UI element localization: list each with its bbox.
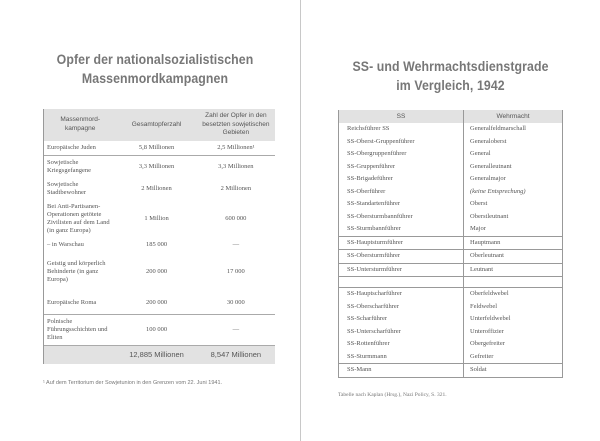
campaign-cell: – in Warschau — [44, 238, 117, 252]
grand-total-cell: 12,885 Millionen — [116, 345, 196, 364]
wehrmacht-rank: Oberleutnant — [464, 250, 563, 264]
total-cell: 200 000 — [145, 298, 168, 306]
table-row — [339, 326, 563, 339]
source-note: Tabelle nach Kaplan (Hrsg.), Nazi Policy, S. 321. — [338, 392, 447, 398]
ss-rank: SS-Sturmbannführer — [339, 223, 464, 236]
wehrmacht-rank: Gefreiter — [470, 352, 494, 360]
soviet-cell: — — [232, 240, 240, 248]
ss-rank: SS-Oberführer — [339, 186, 464, 199]
header-campaign: Massenmord-kampagne — [44, 109, 117, 141]
title-line-2: Massenmordkampagnen — [81, 70, 229, 86]
table-row — [44, 178, 276, 200]
wehrmacht-rank: Leutnant — [464, 263, 563, 277]
table-row — [44, 292, 276, 315]
table-row — [339, 123, 563, 136]
campaign-cell: Europäische Roma — [44, 292, 117, 315]
wehrmacht-rank: Generalfeldmarschall — [470, 125, 526, 132]
campaign-cell: Sowjetische Kriegsgefangene — [44, 155, 117, 178]
soviet-cell: 2,5 Millionen¹ — [217, 143, 255, 151]
ss-rank: SS-Oberscharführer — [339, 301, 464, 314]
total-cell: 1 Million — [144, 214, 169, 222]
right-page — [301, 0, 600, 441]
table-row — [339, 364, 563, 378]
table-row — [339, 263, 563, 277]
table-row — [339, 173, 563, 186]
ss-rank: Reichsführer SS — [339, 123, 464, 136]
campaign-cell: Geistig und körperlich Behinderte (in ganz Europa) — [44, 252, 117, 292]
header-soviet: Zahl der Opfer in den besetzten sowjetischen Gebieten — [197, 109, 275, 141]
soviet-cell: 17 000 — [226, 267, 245, 275]
table-row — [339, 211, 563, 224]
table-row — [339, 161, 563, 174]
table-row — [44, 200, 276, 238]
campaign-cell: Sowjetische Stadtbewohner — [44, 178, 117, 200]
total-label-cell — [44, 345, 117, 364]
title-line-1: Opfer der nationalsozialistischen — [56, 51, 254, 67]
soviet-cell: 3,3 Millionen — [197, 155, 275, 178]
ss-rank: SS-Gruppenführer — [339, 161, 464, 174]
ss-rank: SS-Obersturmführer — [339, 250, 464, 264]
header-wehrmacht: Wehrmacht — [464, 110, 563, 123]
wehrmacht-rank: Unterfeldwebel — [470, 315, 511, 322]
ss-rank: SS-Untersturmführer — [339, 263, 464, 277]
table-row — [339, 223, 563, 236]
table-row — [339, 288, 563, 301]
soviet-cell: 600 000 — [225, 214, 247, 222]
title-line-1: SS- und Wehrmachtsdienstgrade — [352, 58, 549, 74]
ss-rank: SS-Hauptscharführer — [339, 288, 464, 301]
wehrmacht-rank: Generalmajor — [470, 175, 506, 182]
table-row — [44, 252, 276, 292]
wehrmacht-rank: Oberst — [470, 200, 488, 207]
campaign-cell: Bei Anti-Partisanen-Operationen getötete Zivilisten auf dem Land (in ganz Europa) — [44, 200, 117, 238]
wehrmacht-rank: Feldwebel — [470, 302, 498, 310]
table-row — [339, 148, 563, 161]
ss-rank: SS-Brigadeführer — [339, 173, 464, 186]
ranks-table — [338, 110, 563, 378]
table-row — [339, 236, 563, 250]
table-row — [44, 238, 276, 252]
table-row — [44, 141, 276, 156]
table-row — [339, 198, 563, 211]
soviet-cell: 30 000 — [226, 298, 245, 306]
table-header-row — [44, 109, 276, 141]
wehrmacht-rank: Oberfeldwebel — [464, 288, 563, 301]
total-cell: 2 Millionen — [141, 184, 172, 192]
wehrmacht-rank: Hauptmann — [464, 236, 563, 250]
ss-rank: SS-Unterscharführer — [339, 326, 464, 339]
table-row — [44, 314, 276, 345]
title-line-2: im Vergleich, 1942 — [396, 77, 505, 93]
left-page-title — [36, 50, 274, 88]
ss-rank: SS-Hauptsturmführer — [339, 236, 464, 250]
wehrmacht-rank: Generalleutnant — [470, 162, 512, 170]
total-row — [44, 345, 276, 364]
wehrmacht-rank: Soldat — [464, 364, 563, 378]
soviet-cell: 2 Millionen — [220, 184, 252, 192]
table-row — [339, 313, 563, 326]
wehrmacht-rank — [464, 277, 563, 288]
ss-rank: SS-Sturmmann — [339, 351, 464, 364]
table-row — [339, 351, 563, 364]
footnote: ¹ Auf dem Territorium der Sowjetunion in den Grenzen vom 22. Juni 1941. — [43, 380, 223, 386]
table-row — [339, 338, 563, 351]
ss-rank: SS-Mann — [339, 364, 464, 378]
ss-rank: SS-Obergruppenführer — [339, 148, 464, 161]
table-row — [339, 186, 563, 199]
ss-rank: SS-Standartenführer — [339, 198, 464, 211]
table-row — [339, 250, 563, 264]
wehrmacht-rank: Oberstleutnant — [470, 212, 509, 220]
total-cell: 185 000 — [145, 240, 168, 248]
wehrmacht-rank: (keine Entsprechung) — [470, 187, 526, 195]
ss-rank: SS-Obersturmbannführer — [339, 211, 464, 224]
header-total: Gesamtopferzahl — [116, 109, 196, 141]
total-cell: 3,3 Millionen — [116, 155, 196, 178]
victims-table — [43, 109, 275, 364]
wehrmacht-rank: Obergefreiter — [470, 340, 505, 347]
total-cell: 5,8 Millionen — [138, 143, 175, 151]
header-ss: SS — [339, 110, 464, 123]
ss-rank — [339, 277, 464, 288]
table-row — [44, 155, 276, 178]
ss-rank: SS-Scharführer — [339, 313, 464, 326]
total-cell: 100 000 — [116, 314, 196, 345]
table-row-blank — [339, 277, 563, 288]
wehrmacht-rank: Generaloberst — [470, 137, 507, 145]
total-cell: 200 000 — [145, 267, 168, 275]
ss-rank: SS-Oberst-Gruppenführer — [339, 136, 464, 149]
right-page-title — [319, 57, 582, 95]
wehrmacht-rank: General — [470, 150, 491, 157]
table-row — [339, 301, 563, 314]
ss-rank: SS-Rottenführer — [339, 338, 464, 351]
campaign-cell: Europäische Juden — [44, 141, 117, 156]
wehrmacht-rank: Unteroffizier — [470, 327, 504, 335]
wehrmacht-rank: Major — [470, 225, 486, 232]
soviet-cell: — — [197, 314, 275, 345]
table-header-row — [339, 110, 563, 123]
soviet-total-cell: 8,547 Millionen — [197, 345, 275, 364]
campaign-cell: Polnische Führungsschichten und Eliten — [44, 314, 117, 345]
table-row — [339, 136, 563, 149]
